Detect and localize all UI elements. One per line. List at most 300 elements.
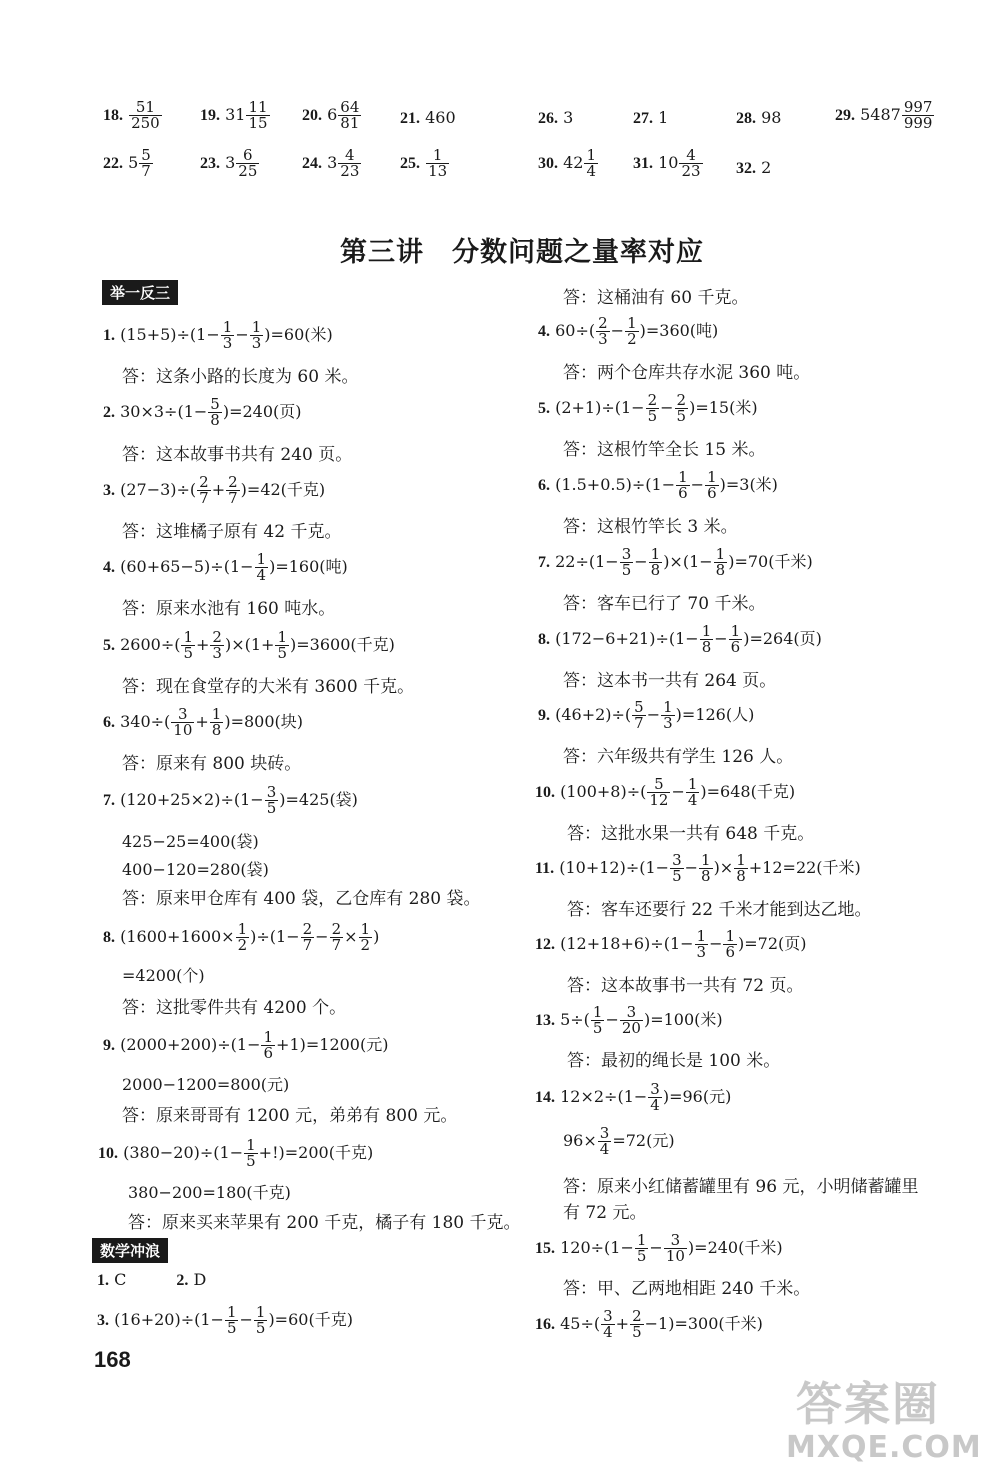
denominator: 2 [237, 936, 248, 954]
fraction [664, 1233, 687, 1264]
fraction [596, 316, 610, 347]
problem-4-equation [103, 552, 348, 583]
numerator: 1 [432, 146, 443, 164]
denominator: 5 [266, 799, 277, 817]
item-number: 8. [103, 929, 115, 946]
fraction [601, 1309, 615, 1340]
numerator: 1 [736, 851, 746, 869]
expr-text: (2+1)÷(1− [555, 398, 645, 417]
denominator: 2 [360, 936, 371, 954]
denominator: 5 [647, 407, 658, 425]
numerator: 3 [603, 1307, 613, 1325]
expr-text: )=3600(千克) [290, 635, 395, 654]
expr-text: )×(1− [663, 552, 713, 571]
denominator: 5 [676, 407, 687, 425]
answer-30 [538, 148, 599, 179]
expr-text: (1.5+0.5)÷(1− [555, 475, 676, 494]
fraction [359, 922, 373, 953]
item-number: 16. [535, 1316, 555, 1333]
numerator: 997 [903, 98, 933, 116]
problem-2-answer: 答：这本故事书共有 240 页。 [122, 445, 353, 465]
expr-text: ) [373, 927, 380, 946]
denominator: 5 [672, 867, 682, 885]
denominator: 25 [238, 162, 258, 180]
problem-7-equation [103, 785, 358, 816]
numerator: 2 [228, 473, 238, 491]
denominator: 8 [701, 638, 712, 656]
item-number: 2. [103, 404, 115, 421]
numerator: 1 [256, 550, 267, 568]
answer-28 [736, 108, 781, 128]
numerator: 6 [243, 146, 253, 164]
fraction [705, 470, 719, 501]
expr-text: )=425(袋) [279, 790, 358, 809]
item-number: 31. [633, 155, 653, 172]
numerator: 3 [178, 705, 188, 723]
problem-9-answer: 答：原来哥哥有 1200 元，弟弟有 800 元。 [122, 1106, 458, 1126]
denominator: 3 [251, 334, 262, 352]
numerator: 5 [141, 146, 151, 164]
numerator: 3 [621, 545, 632, 563]
numerator: 2 [647, 391, 658, 409]
expr-text: (172−6+21)÷(1− [555, 629, 699, 648]
fraction [676, 470, 690, 501]
answer-27 [633, 108, 668, 128]
numerator: 2 [598, 314, 608, 332]
item-number: 26. [538, 110, 558, 127]
r-problem-14-step [563, 1126, 675, 1157]
denominator: 5 [255, 1319, 266, 1337]
fraction [255, 552, 269, 583]
item-number: 8. [538, 631, 550, 648]
expr-text: )=264(页) [743, 629, 822, 648]
fraction [670, 853, 684, 884]
expr-text: − [315, 927, 329, 946]
item-number: 14. [535, 1089, 555, 1106]
numerator: 5 [654, 775, 664, 793]
fraction [254, 1305, 268, 1336]
whole-part: 6 [327, 105, 338, 124]
r-problem-9-equation [538, 700, 754, 731]
r-problem-8-answer: 答：这本书一共有 264 页。 [563, 671, 777, 691]
item-number: 18. [103, 107, 123, 124]
denominator: 999 [903, 114, 933, 132]
fraction [265, 785, 279, 816]
item-number: 4. [103, 559, 115, 576]
expr-text: (46+2)÷( [555, 705, 632, 724]
item-number: 28. [736, 110, 756, 127]
item-number: 24. [302, 155, 322, 172]
denominator: 6 [678, 484, 688, 502]
fraction [246, 100, 269, 131]
answer-31 [633, 148, 704, 179]
answer-value: 2 [761, 158, 772, 177]
item-number: 10. [98, 1145, 118, 1162]
denominator: 3 [663, 714, 673, 732]
denominator: 23 [681, 162, 701, 180]
r-problem-6-answer: 答：这根竹竿长 3 米。 [563, 517, 738, 537]
numerator: 1 [586, 146, 596, 164]
expr-text: )=360(吨) [639, 321, 719, 340]
whole-part: 3 [327, 153, 338, 172]
problem-7-step-1: 425−25=400(袋) [122, 832, 259, 851]
numerator: 1 [678, 468, 688, 486]
r-problem-4-equation [538, 316, 718, 347]
numerator: 2 [212, 628, 222, 646]
denominator: 10 [173, 721, 193, 739]
item-number: 27. [633, 110, 653, 127]
expr-text: )=72(页) [738, 934, 807, 953]
item-number: 9. [538, 707, 550, 724]
fraction [250, 320, 264, 351]
item-number: 12. [535, 936, 555, 953]
r-problem-15-equation [535, 1233, 783, 1264]
fraction [729, 624, 743, 655]
r-problem-14-equation [535, 1082, 731, 1113]
numerator: 1 [263, 1028, 274, 1046]
whole-part: 10 [658, 153, 679, 172]
denominator: 5 [183, 644, 194, 662]
item-number: 10. [535, 784, 555, 801]
expr-text: )=60(千克) [268, 1310, 353, 1329]
denominator: 4 [586, 162, 596, 180]
expr-text: 96× [563, 1131, 597, 1150]
surf-problem-3-equation [97, 1305, 353, 1336]
fraction [338, 148, 361, 179]
numerator: 1 [237, 920, 248, 938]
r-problem-12-equation [535, 929, 807, 960]
r-problem-15-answer: 答：甲、乙两地相距 240 千米。 [563, 1279, 811, 1299]
item-number: 5. [538, 400, 550, 417]
r-problem-4-answer: 答：两个仓库共存水泥 360 吨。 [563, 363, 811, 383]
expr-text: (60+65−5)÷(1− [120, 557, 254, 576]
expr-text: )=42(千克) [240, 480, 326, 499]
r-problem-7-equation [538, 547, 813, 578]
expr-text: 60÷( [555, 321, 596, 340]
denominator: 8 [650, 561, 661, 579]
problem-8-answer: 答：这批零件共有 4200 个。 [122, 998, 347, 1018]
fraction [661, 700, 675, 731]
numerator: 2 [676, 391, 687, 409]
numerator: 1 [277, 628, 287, 646]
whole-part: 5487 [860, 105, 901, 124]
numerator: 1 [730, 622, 741, 640]
answer-22 [103, 148, 154, 179]
expr-text: )=3(米) [719, 475, 778, 494]
fraction [275, 630, 289, 661]
fraction [584, 148, 598, 179]
item-number: 29. [835, 107, 855, 124]
item-number: 5. [103, 637, 115, 654]
denominator: 5 [277, 644, 287, 662]
denominator: 3 [212, 644, 222, 662]
r-problem-11-answer: 答：客车还要行 22 千米才能到达乙地。 [567, 900, 872, 920]
expr-text: − [634, 552, 648, 571]
numerator: 4 [686, 146, 696, 164]
item-number: 9. [103, 1037, 115, 1054]
fraction [675, 393, 689, 424]
numerator: 1 [701, 851, 711, 869]
fraction [301, 922, 315, 953]
item-number: 20. [302, 107, 322, 124]
denominator: 13 [428, 162, 448, 180]
expr-text: −1)=300(千米) [644, 1314, 763, 1333]
r-problem-11-equation [535, 853, 861, 884]
numerator: 2 [632, 1307, 642, 1325]
denominator: 5 [226, 1319, 237, 1337]
expr-text: 30×3÷(1− [120, 402, 208, 421]
denominator: 3 [222, 334, 233, 352]
answer-value: 460 [425, 108, 456, 127]
choice-value: C [114, 1270, 127, 1289]
fraction [700, 624, 714, 655]
r-problem-10-equation [535, 777, 795, 808]
numerator: 3 [266, 783, 277, 801]
answer-29 [835, 100, 935, 131]
r-problem-13-answer: 答：最初的绳长是 100 米。 [567, 1051, 781, 1071]
whole-part: 3 [225, 153, 236, 172]
whole-part: 42 [563, 153, 584, 172]
expr-text: − [649, 1238, 663, 1257]
item-number: 7. [538, 554, 550, 571]
item-number: 23. [200, 155, 220, 172]
r-problem-14-answer-line-2: 有 72 元。 [563, 1203, 647, 1223]
denominator: 4 [256, 566, 267, 584]
denominator: 7 [634, 714, 644, 732]
problem-1-equation [103, 320, 333, 351]
fraction [236, 148, 259, 179]
r-problem-5-equation [538, 393, 758, 424]
fraction [338, 100, 361, 131]
denominator: 8 [210, 411, 220, 429]
denominator: 5 [621, 561, 632, 579]
problem-6-equation [103, 707, 303, 738]
numerator: 64 [340, 98, 360, 116]
fraction [695, 929, 709, 960]
denominator: 4 [687, 791, 698, 809]
expr-text: + [211, 480, 226, 499]
denominator: 8 [211, 721, 222, 739]
numerator: 11 [248, 98, 268, 116]
expr-text: (16+20)÷(1− [114, 1310, 224, 1329]
section-title: 第三讲 分数问题之量率对应 [340, 237, 704, 268]
fraction [426, 148, 449, 179]
item-number: 6. [538, 477, 550, 494]
item-number: 30. [538, 155, 558, 172]
fraction [902, 100, 935, 131]
expr-text: (120+25×2)÷(1− [120, 790, 264, 809]
answer-21 [400, 108, 456, 128]
choice-value: D [193, 1270, 207, 1289]
problem-10-equation [98, 1138, 373, 1169]
problem-9-step: 2000−1200=800(元) [122, 1075, 290, 1094]
fraction [679, 148, 702, 179]
fraction [226, 475, 240, 506]
answer-23 [200, 148, 260, 179]
r-problem-6-equation [538, 470, 778, 501]
fraction [129, 100, 162, 131]
fraction [646, 393, 660, 424]
denominator: 4 [599, 1140, 610, 1158]
expr-text: × [344, 927, 358, 946]
problem-4-answer: 答：原来水池有 160 吨水。 [122, 599, 336, 619]
answer-19 [200, 100, 271, 131]
numerator: 2 [199, 473, 209, 491]
r-problem-14-answer-line-1: 答：原来小红储蓄罐里有 96 元，小明储蓄罐里 [563, 1177, 919, 1197]
denominator: 5 [636, 1247, 647, 1265]
item-number: 15. [535, 1240, 555, 1257]
expr-text: +!)=200(千克) [258, 1143, 374, 1162]
numerator: 1 [222, 318, 233, 336]
denominator: 7 [141, 162, 151, 180]
answer-25 [400, 148, 450, 179]
problem-10-answer: 答：原来买来苹果有 200 千克，橘子有 180 千克。 [128, 1213, 521, 1233]
numerator: 3 [626, 1003, 637, 1021]
numerator: 2 [302, 920, 313, 938]
fraction [244, 1138, 258, 1169]
numerator: 1 [251, 318, 262, 336]
expr-text: 2600÷( [120, 635, 181, 654]
answer-value: 1 [658, 108, 669, 127]
item-number: 7. [103, 792, 115, 809]
numerator: 1 [183, 628, 194, 646]
item-number: 21. [400, 110, 420, 127]
problem-7-answer: 答：原来甲仓库有 400 袋，乙仓库有 280 袋。 [122, 889, 481, 909]
expr-text: − [671, 782, 685, 801]
numerator: 1 [211, 705, 222, 723]
expr-text: (1600+1600× [120, 927, 235, 946]
expr-text: )=96(元) [662, 1087, 732, 1106]
expr-text: +1)=1200(元) [276, 1035, 389, 1054]
fraction [210, 630, 224, 661]
expr-text: − [646, 705, 661, 724]
page-number: 168 [94, 1347, 131, 1372]
fraction [620, 547, 634, 578]
expr-text: 340÷( [120, 712, 171, 731]
expr-text: (380−20)÷(1− [123, 1143, 244, 1162]
denominator: 7 [228, 489, 238, 507]
choice-answers [97, 1270, 206, 1290]
fraction [620, 1005, 643, 1036]
expr-text: − [714, 629, 728, 648]
watermark-logo: 答案圈 [796, 1377, 940, 1431]
denominator: 15 [248, 114, 268, 132]
denominator: 8 [715, 561, 726, 579]
answer-24 [302, 148, 362, 179]
fraction [686, 777, 700, 808]
answer-20 [302, 100, 362, 131]
r-problem-16-equation [535, 1309, 763, 1340]
fraction [648, 1082, 662, 1113]
denominator: 5 [632, 1323, 642, 1341]
fraction [714, 547, 728, 578]
expr-text: + [195, 712, 209, 731]
problem-3-equation [103, 475, 325, 506]
expr-text: − [610, 321, 625, 340]
item-number: 1. [103, 327, 115, 344]
expr-text: 22÷(1− [555, 552, 619, 571]
fraction [139, 148, 153, 179]
r-problem-7-answer: 答：客车已行了 70 千米。 [563, 594, 766, 614]
fraction [635, 1233, 649, 1264]
denominator: 3 [598, 330, 608, 348]
denominator: 12 [649, 791, 669, 809]
numerator: 3 [672, 851, 682, 869]
r-problem-8-equation [538, 624, 822, 655]
expr-text: )=60(米) [264, 325, 333, 344]
expr-text: − [235, 325, 249, 344]
expr-text: (100+8)÷( [560, 782, 647, 801]
problem-9-equation [103, 1030, 388, 1061]
denominator: 8 [736, 867, 746, 885]
item-number: 3. [103, 482, 115, 499]
denominator: 6 [730, 638, 741, 656]
denominator: 6 [725, 943, 736, 961]
numerator: 1 [592, 1003, 603, 1021]
expr-text: )×(1+ [224, 635, 275, 654]
denominator: 6 [263, 1044, 274, 1062]
problem-3-answer: 答：这堆橘子原有 42 千克。 [122, 522, 342, 542]
fraction [236, 922, 250, 953]
denominator: 10 [665, 1247, 685, 1265]
fraction [225, 1305, 239, 1336]
denominator: 7 [199, 489, 209, 507]
expr-text: +12=22(千米) [748, 858, 861, 877]
item-number: 2. [176, 1272, 189, 1289]
numerator: 1 [663, 698, 673, 716]
denominator: 3 [696, 943, 707, 961]
expr-text: − [690, 475, 705, 494]
expr-text: =72(元) [612, 1131, 675, 1150]
item-number: 25. [400, 155, 420, 172]
item-number: 32. [736, 160, 756, 177]
fraction [221, 320, 235, 351]
expr-text: (2000+200)÷(1− [120, 1035, 261, 1054]
item-number: 3. [97, 1312, 109, 1329]
expr-text: )=15(米) [689, 398, 758, 417]
r-problem-9-answer: 答：六年级共有学生 126 人。 [563, 747, 794, 767]
expr-text: (15+5)÷(1− [120, 325, 220, 344]
numerator: 51 [135, 98, 155, 116]
answer-value: 98 [761, 108, 782, 127]
expr-text: )=70(千米) [728, 552, 813, 571]
fraction [625, 316, 639, 347]
expr-text: (10+12)÷(1− [559, 858, 670, 877]
item-number: 22. [103, 155, 123, 172]
numerator: 3 [650, 1080, 660, 1098]
expr-text: + [615, 1314, 630, 1333]
numerator: 1 [255, 1303, 266, 1321]
fraction [734, 853, 748, 884]
problem-6-answer: 答：原来有 800 块砖。 [122, 754, 302, 774]
expr-text: (12+18+6)÷(1− [560, 934, 694, 953]
denominator: 2 [627, 330, 637, 348]
numerator: 1 [696, 927, 707, 945]
problem-5-answer: 答：现在食堂存的大米有 3600 千克。 [122, 677, 415, 697]
expr-text: − [684, 858, 699, 877]
numerator: 1 [650, 545, 661, 563]
numerator: 1 [226, 1303, 237, 1321]
expr-text: − [605, 1010, 619, 1029]
numerator: 3 [670, 1231, 681, 1249]
numerator: 1 [687, 775, 698, 793]
whole-part: 31 [225, 105, 246, 124]
fraction [591, 1005, 605, 1036]
problem-7-step-2: 400−120=280(袋) [122, 860, 269, 879]
fraction [723, 929, 737, 960]
problem-8-result: =4200(个) [122, 966, 205, 985]
numerator: 1 [627, 314, 637, 332]
